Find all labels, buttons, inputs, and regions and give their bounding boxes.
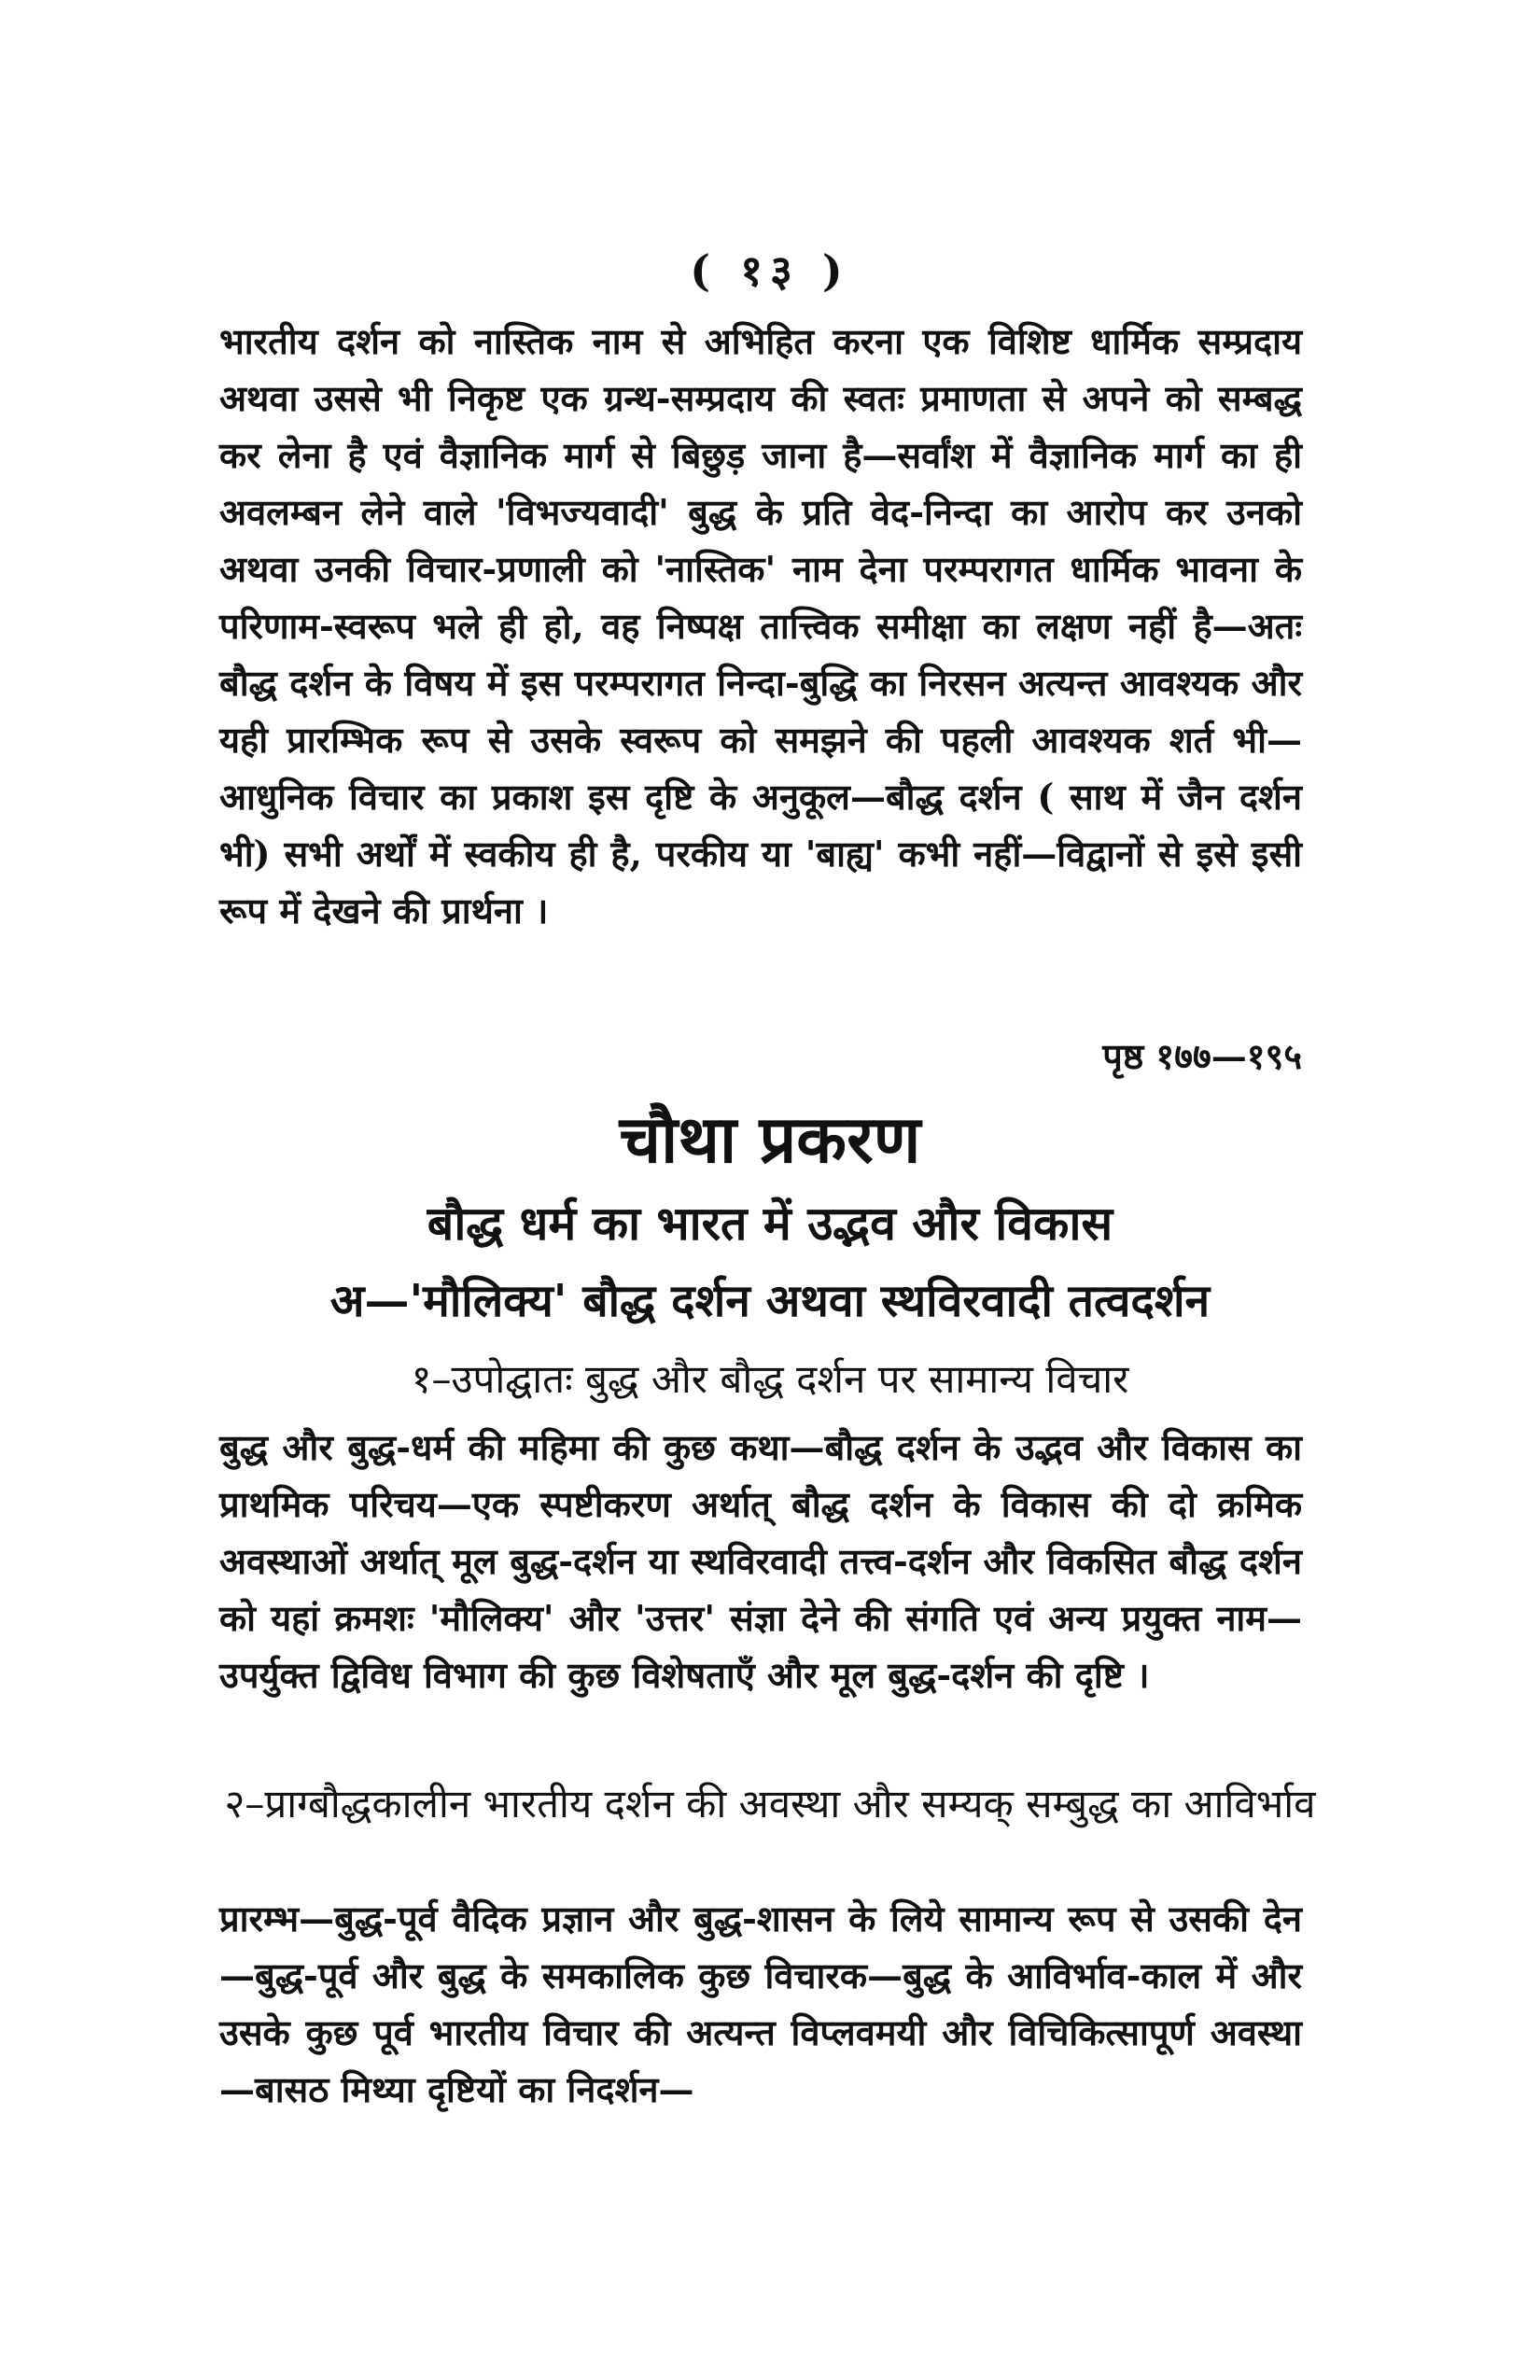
section-1-heading: १–उपोद्घातः बुद्ध और बौद्ध दर्शन पर सामान्य विचार (411, 1356, 1129, 1402)
sub-heading: अ—'मौलिक्य' बौद्ध दर्शन अथवा स्थविरवादी तत्वदर्शन (329, 1275, 1211, 1327)
paragraph-intro-summary: भारतीय दर्शन को नास्तिक नाम से अभिहित करना एक विशिष्ट धार्मिक सम्प्रदाय अथवा उससे भी निकृष्ट एक ग्रन्थ-सम्प्रदाय की स्वतः प्रमाणता से अपने को सम्बद्ध कर लेना है एवं वैज्ञानिक मार्ग से बिछुड़ जाना है—सर्वांश में वैज्ञानिक मार्ग का ही अवलम्बन लेने वाले 'विभज्यवादी' बुद्ध के प्रति वेद-निन्दा का आरोप कर उनको अथवा उनकी विचार-प्रणाली को 'नास्तिक' नाम देना परम्परागत धार्मिक भावना के परिणाम-स्वरूप भले ही हो, वह निष्पक्ष तात्त्विक समीक्षा का लक्षण नहीं है—अतः बौद्ध दर्शन के विषय में इस परम्परागत निन्दा-बुद्धि का निरसन अत्यन्त आवश्यक और यही प्रारम्भिक रूप से उसके स्वरूप को समझने की पहली आवश्यक शर्त भी—आधुनिक विचार का प्रकाश इस दृष्टि के अनुकूल—बौद्ध दर्शन ( साथ में जैन दर्शन भी) सभी अर्थों में स्वकीय ही है, परकीय या 'बाह्य' कभी नहीं—विद्वानों से इसे इसी रूप में देखने की प्रार्थना । (219, 320, 1303, 931)
page-range: पृष्ठ १७७—१९५ (1102, 1035, 1302, 1077)
main-heading: बौद्ध धर्म का भारत में उद्भव और विकास (427, 1196, 1113, 1251)
chapter-title: चौथा प्रकरण (619, 1100, 921, 1178)
paragraph-section-1: बुद्ध और बुद्ध-धर्म की महिमा की कुछ कथा—बौद्ध दर्शन के उद्भव और विकास का प्राथमिक परिचय—एक स्पष्टीकरण अर्थात् बौद्ध दर्शन के विकास की दो क्रमिक अवस्थाओं अर्थात् मूल बुद्ध-दर्शन या स्थविरवादी तत्त्व-दर्शन और विकसित बौद्ध दर्शन को यहां क्रमशः 'मौलिक्य' और 'उत्तर' संज्ञा देने की संगति एवं अन्य प्रयुक्त नाम—उपर्युक्त द्विविध विभाग की कुछ विशेषताएँ और मूल बुद्ध-दर्शन की दृष्टि । (219, 1426, 1302, 1696)
page-number: ( १३ ) (690, 245, 850, 296)
section-2-heading: २–प्राग्बौद्धकालीन भारतीय दर्शन की अवस्था और सम्यक् सम्बुद्ध का आविर्भाव (224, 1781, 1316, 1827)
paragraph-section-2: प्रारम्भ—बुद्ध-पूर्व वैदिक प्रज्ञान और बुद्ध-शासन के लिये सामान्य रूप से उसकी देन—बुद्ध-पूर्व और बुद्ध के समकालिक कुछ विचारक—बुद्ध के आविर्भाव-काल में और उसके कुछ पूर्व भारतीय विचार की अत्यन्त विप्लवमयी और विचिकित्सापूर्ण अवस्था—बासठ मिथ्या दृष्टियों का निदर्शन— (219, 1897, 1302, 2110)
